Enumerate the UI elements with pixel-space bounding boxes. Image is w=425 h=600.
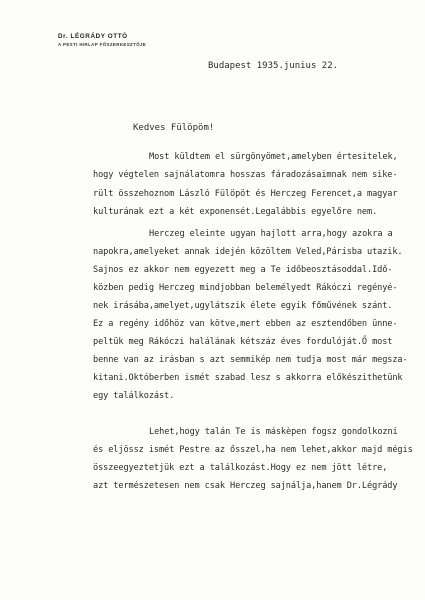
body-line: Sajnos ez akkor nem egyezett meg a Te időbeosztásoddal.Idő- [93, 265, 393, 275]
salutation: Kedves Fülöpöm! [133, 123, 215, 133]
body-line: összeegyeztetjük ezt a találkozást.Hogy ez nem jött létre, [93, 463, 388, 473]
body-line: Most küldtem el sürgönyömet,amelyben értesitelek, [149, 152, 398, 162]
body-line: peltük meg Rákóczi halálának kétszáz éves fordulóját.Ő most [93, 337, 393, 347]
body-line: Ez a regény időhöz van kötve,mert ebben az esztendőben ünne- [93, 319, 398, 329]
body-line: azt természetesen nem csak Herczeg sajnálja,hanem Dr.Légrády [93, 481, 398, 491]
body-line: Lehet,hogy talán Te is máskèpen fogsz gondolkozni [149, 427, 398, 437]
body-line: kitani.Októberben ismét szabad lesz s akkorra előkészithetünk [93, 373, 403, 383]
body-line: kulturának ezt a két exponensét.Legalábbis egyelőre nem. [93, 207, 378, 217]
letterhead-title: A PESTI HIRLAP FŐSZERKESZTŐJE [58, 42, 147, 48]
body-line: Herczeg eleinte ugyan hajlott arra,hogy azokra a [149, 229, 393, 239]
letterhead [58, 34, 146, 48]
body-line: nek irásába,amelyet,ugylátszik élete egyik főművének szánt. [93, 301, 393, 311]
letterhead-name: Dr. LÉGRÁDY OTTÓ [58, 33, 128, 40]
body-line: és eljössz ismét Pestre az ősszel,ha nem lehet,akkor majd mégis [93, 445, 413, 455]
body-line: rült összehoznom László Fülöpöt és Herczeg Ferencet,a magyar [93, 189, 398, 199]
body-line: benne van az irásban s azt semmikép nem tudja most már megsza- [93, 355, 408, 365]
body-line: közben pedig Herczeg mindjobban belemélyedt Rákóczi regényé- [93, 283, 398, 293]
body-line: egy találkozást. [93, 391, 175, 401]
letter-date: Budapest 1935.junius 22. [208, 61, 339, 71]
body-line: hogy végtelen sajnálatomra hosszas fáradozásaimnak nem sike- [93, 170, 398, 180]
body-line: napokra,amelyeket annak idején közöltem Veled,Párisba utazik. [93, 247, 403, 257]
